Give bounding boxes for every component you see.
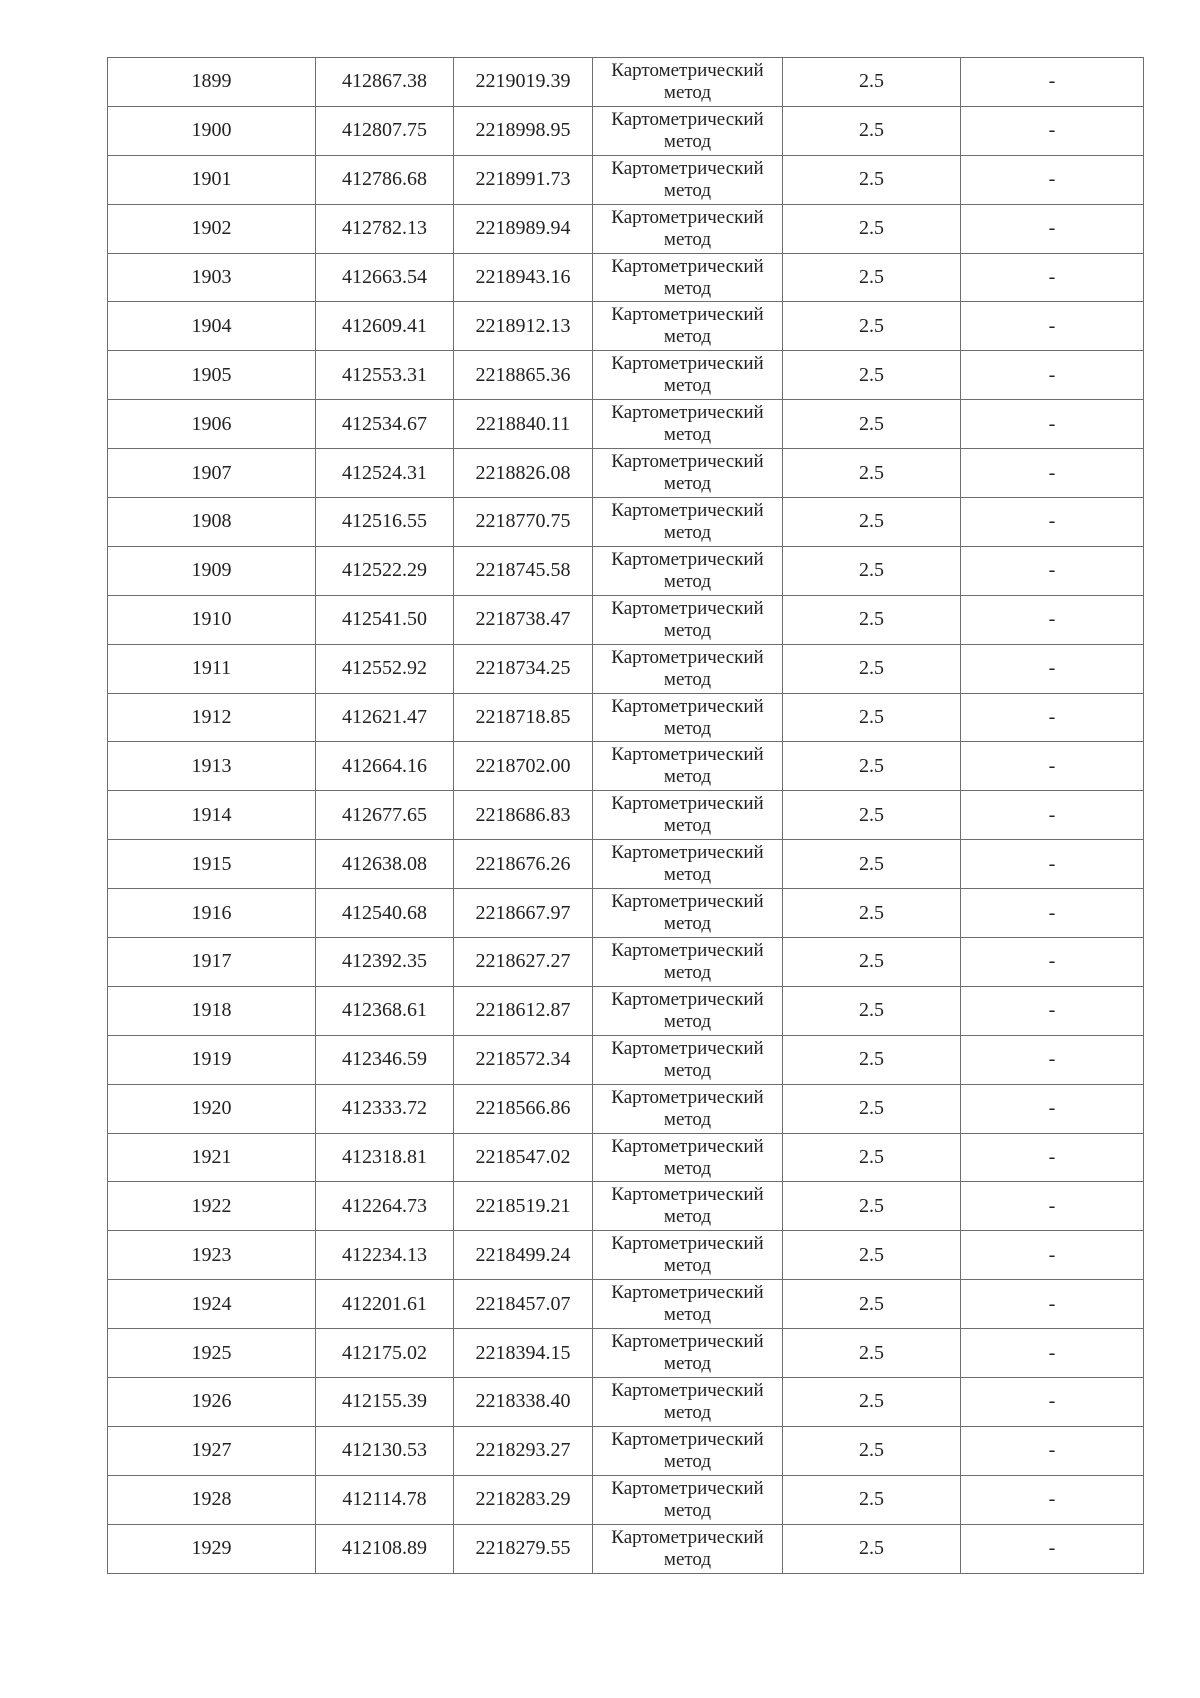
note-cell: - xyxy=(961,938,1144,987)
method-cell xyxy=(593,204,783,253)
accuracy-cell: 2.5 xyxy=(783,253,961,302)
point-number-cell: 1919 xyxy=(108,1035,316,1084)
y-coordinate-cell: 2218283.29 xyxy=(454,1475,593,1524)
y-coordinate-cell: 2218865.36 xyxy=(454,351,593,400)
note-cell: - xyxy=(961,155,1144,204)
method-cell xyxy=(593,644,783,693)
method-cell xyxy=(593,498,783,547)
accuracy-cell: 2.5 xyxy=(783,400,961,449)
x-coordinate-cell: 412392.35 xyxy=(316,938,454,987)
note-cell: - xyxy=(961,1133,1144,1182)
method-line-1: Картометрический xyxy=(611,1135,764,1157)
table-row xyxy=(108,106,1144,155)
method-cell xyxy=(593,1133,783,1182)
note-cell: - xyxy=(961,204,1144,253)
method-line-1: Картометрический xyxy=(611,1037,764,1059)
method-line-2: метод xyxy=(663,717,712,739)
accuracy-cell: 2.5 xyxy=(783,155,961,204)
method-line-1: Картометрический xyxy=(611,402,764,424)
x-coordinate-cell: 412516.55 xyxy=(316,498,454,547)
table-row xyxy=(108,155,1144,204)
method-line-1: Картометрический xyxy=(611,1331,764,1353)
table-row xyxy=(108,1329,1144,1378)
x-coordinate-cell: 412130.53 xyxy=(316,1426,454,1475)
y-coordinate-cell: 2218499.24 xyxy=(454,1231,593,1280)
method-line-1: Картометрический xyxy=(611,1282,764,1304)
point-number-cell: 1905 xyxy=(108,351,316,400)
x-coordinate-cell: 412553.31 xyxy=(316,351,454,400)
table-row xyxy=(108,204,1144,253)
point-number-cell: 1901 xyxy=(108,155,316,204)
method-line-2: метод xyxy=(663,1548,712,1570)
method-line-2: метод xyxy=(663,1157,712,1179)
x-coordinate-cell: 412867.38 xyxy=(316,58,454,107)
method-cell xyxy=(593,400,783,449)
point-number-cell: 1927 xyxy=(108,1426,316,1475)
y-coordinate-cell: 2218734.25 xyxy=(454,644,593,693)
table-row xyxy=(108,791,1144,840)
point-number-cell: 1929 xyxy=(108,1524,316,1573)
note-cell: - xyxy=(961,498,1144,547)
method-line-2: метод xyxy=(663,815,712,837)
x-coordinate-cell: 412663.54 xyxy=(316,253,454,302)
y-coordinate-cell: 2218686.83 xyxy=(454,791,593,840)
point-number-cell: 1902 xyxy=(108,204,316,253)
point-number-cell: 1917 xyxy=(108,938,316,987)
method-line-2: метод xyxy=(663,130,712,152)
x-coordinate-cell: 412540.68 xyxy=(316,889,454,938)
accuracy-cell: 2.5 xyxy=(783,58,961,107)
y-coordinate-cell: 2218547.02 xyxy=(454,1133,593,1182)
table-row xyxy=(108,644,1144,693)
method-line-2: метод xyxy=(663,1010,712,1032)
accuracy-cell: 2.5 xyxy=(783,595,961,644)
method-cell xyxy=(593,449,783,498)
note-cell: - xyxy=(961,1378,1144,1427)
y-coordinate-cell: 2218989.94 xyxy=(454,204,593,253)
accuracy-cell: 2.5 xyxy=(783,204,961,253)
accuracy-cell: 2.5 xyxy=(783,1329,961,1378)
table-row xyxy=(108,1524,1144,1573)
table-row xyxy=(108,1133,1144,1182)
accuracy-cell: 2.5 xyxy=(783,302,961,351)
point-number-cell: 1925 xyxy=(108,1329,316,1378)
table-row xyxy=(108,546,1144,595)
table-row xyxy=(108,1475,1144,1524)
method-cell xyxy=(593,1524,783,1573)
note-cell: - xyxy=(961,986,1144,1035)
accuracy-cell: 2.5 xyxy=(783,742,961,791)
method-line-1: Картометрический xyxy=(611,939,764,961)
method-cell xyxy=(593,1280,783,1329)
y-coordinate-cell: 2218293.27 xyxy=(454,1426,593,1475)
table-row xyxy=(108,1280,1144,1329)
note-cell: - xyxy=(961,302,1144,351)
note-cell: - xyxy=(961,449,1144,498)
method-line-2: метод xyxy=(663,424,712,446)
point-number-cell: 1921 xyxy=(108,1133,316,1182)
point-number-cell: 1910 xyxy=(108,595,316,644)
method-line-1: Картометрический xyxy=(611,1233,764,1255)
note-cell: - xyxy=(961,253,1144,302)
point-number-cell: 1904 xyxy=(108,302,316,351)
method-line-2: метод xyxy=(663,1353,712,1375)
method-cell xyxy=(593,58,783,107)
point-number-cell: 1922 xyxy=(108,1182,316,1231)
method-cell xyxy=(593,889,783,938)
method-line-1: Картометрический xyxy=(611,206,764,228)
y-coordinate-cell: 2218572.34 xyxy=(454,1035,593,1084)
point-number-cell: 1923 xyxy=(108,1231,316,1280)
method-cell xyxy=(593,840,783,889)
method-line-2: метод xyxy=(663,277,712,299)
y-coordinate-cell: 2218702.00 xyxy=(454,742,593,791)
method-cell xyxy=(593,1182,783,1231)
method-line-1: Картометрический xyxy=(611,1379,764,1401)
x-coordinate-cell: 412664.16 xyxy=(316,742,454,791)
note-cell: - xyxy=(961,1329,1144,1378)
table-row xyxy=(108,889,1144,938)
x-coordinate-cell: 412234.13 xyxy=(316,1231,454,1280)
table-row xyxy=(108,449,1144,498)
y-coordinate-cell: 2218612.87 xyxy=(454,986,593,1035)
method-line-2: метод xyxy=(663,228,712,250)
method-line-1: Картометрический xyxy=(611,1526,764,1548)
accuracy-cell: 2.5 xyxy=(783,546,961,595)
table-row xyxy=(108,1231,1144,1280)
y-coordinate-cell: 2218745.58 xyxy=(454,546,593,595)
method-line-1: Картометрический xyxy=(611,891,764,913)
method-line-2: метод xyxy=(663,81,712,103)
method-cell xyxy=(593,791,783,840)
point-number-cell: 1900 xyxy=(108,106,316,155)
note-cell: - xyxy=(961,1426,1144,1475)
point-number-cell: 1908 xyxy=(108,498,316,547)
note-cell: - xyxy=(961,840,1144,889)
point-number-cell: 1899 xyxy=(108,58,316,107)
y-coordinate-cell: 2218676.26 xyxy=(454,840,593,889)
table-row xyxy=(108,1378,1144,1427)
x-coordinate-cell: 412534.67 xyxy=(316,400,454,449)
accuracy-cell: 2.5 xyxy=(783,1475,961,1524)
x-coordinate-cell: 412333.72 xyxy=(316,1084,454,1133)
method-line-2: метод xyxy=(663,668,712,690)
method-cell xyxy=(593,595,783,644)
accuracy-cell: 2.5 xyxy=(783,1280,961,1329)
x-coordinate-cell: 412201.61 xyxy=(316,1280,454,1329)
x-coordinate-cell: 412368.61 xyxy=(316,986,454,1035)
accuracy-cell: 2.5 xyxy=(783,889,961,938)
point-number-cell: 1924 xyxy=(108,1280,316,1329)
method-line-2: метод xyxy=(663,961,712,983)
point-number-cell: 1920 xyxy=(108,1084,316,1133)
x-coordinate-cell: 412108.89 xyxy=(316,1524,454,1573)
method-line-1: Картометрический xyxy=(611,548,764,570)
y-coordinate-cell: 2218826.08 xyxy=(454,449,593,498)
method-cell xyxy=(593,351,783,400)
table-row xyxy=(108,742,1144,791)
y-coordinate-cell: 2218718.85 xyxy=(454,693,593,742)
method-line-2: метод xyxy=(663,913,712,935)
method-line-1: Картометрический xyxy=(611,793,764,815)
point-number-cell: 1913 xyxy=(108,742,316,791)
y-coordinate-cell: 2219019.39 xyxy=(454,58,593,107)
x-coordinate-cell: 412609.41 xyxy=(316,302,454,351)
note-cell: - xyxy=(961,1084,1144,1133)
table-row xyxy=(108,400,1144,449)
method-cell xyxy=(593,1084,783,1133)
y-coordinate-cell: 2218770.75 xyxy=(454,498,593,547)
note-cell: - xyxy=(961,546,1144,595)
method-line-1: Картометрический xyxy=(611,1086,764,1108)
method-cell xyxy=(593,155,783,204)
method-line-1: Картометрический xyxy=(611,646,764,668)
method-line-1: Картометрический xyxy=(611,695,764,717)
x-coordinate-cell: 412264.73 xyxy=(316,1182,454,1231)
note-cell: - xyxy=(961,106,1144,155)
x-coordinate-cell: 412318.81 xyxy=(316,1133,454,1182)
accuracy-cell: 2.5 xyxy=(783,840,961,889)
method-cell xyxy=(593,253,783,302)
method-line-2: метод xyxy=(663,521,712,543)
note-cell: - xyxy=(961,742,1144,791)
point-number-cell: 1918 xyxy=(108,986,316,1035)
method-line-1: Картометрический xyxy=(611,108,764,130)
accuracy-cell: 2.5 xyxy=(783,1084,961,1133)
table-row xyxy=(108,986,1144,1035)
table-row xyxy=(108,58,1144,107)
method-line-2: метод xyxy=(663,473,712,495)
accuracy-cell: 2.5 xyxy=(783,1133,961,1182)
method-line-1: Картометрический xyxy=(611,157,764,179)
table-row xyxy=(108,693,1144,742)
table-row xyxy=(108,1182,1144,1231)
y-coordinate-cell: 2218279.55 xyxy=(454,1524,593,1573)
method-line-2: метод xyxy=(663,619,712,641)
method-line-1: Картометрический xyxy=(611,353,764,375)
x-coordinate-cell: 412522.29 xyxy=(316,546,454,595)
method-line-2: метод xyxy=(663,1450,712,1472)
y-coordinate-cell: 2218394.15 xyxy=(454,1329,593,1378)
accuracy-cell: 2.5 xyxy=(783,1035,961,1084)
point-number-cell: 1912 xyxy=(108,693,316,742)
table-row xyxy=(108,1084,1144,1133)
point-number-cell: 1928 xyxy=(108,1475,316,1524)
method-cell xyxy=(593,938,783,987)
note-cell: - xyxy=(961,351,1144,400)
method-line-1: Картометрический xyxy=(611,1477,764,1499)
method-line-2: метод xyxy=(663,1304,712,1326)
note-cell: - xyxy=(961,693,1144,742)
method-line-2: метод xyxy=(663,179,712,201)
x-coordinate-cell: 412638.08 xyxy=(316,840,454,889)
accuracy-cell: 2.5 xyxy=(783,644,961,693)
method-line-2: метод xyxy=(663,1059,712,1081)
method-line-1: Картометрический xyxy=(611,1428,764,1450)
method-line-1: Картометрический xyxy=(611,451,764,473)
method-line-2: метод xyxy=(663,1255,712,1277)
method-line-2: метод xyxy=(663,1499,712,1521)
method-cell xyxy=(593,1035,783,1084)
method-line-2: метод xyxy=(663,766,712,788)
point-number-cell: 1915 xyxy=(108,840,316,889)
x-coordinate-cell: 412541.50 xyxy=(316,595,454,644)
table-row xyxy=(108,302,1144,351)
note-cell: - xyxy=(961,1475,1144,1524)
method-line-1: Картометрический xyxy=(611,744,764,766)
note-cell: - xyxy=(961,595,1144,644)
method-cell xyxy=(593,1426,783,1475)
x-coordinate-cell: 412807.75 xyxy=(316,106,454,155)
method-line-1: Картометрический xyxy=(611,597,764,619)
method-line-2: метод xyxy=(663,326,712,348)
table-body xyxy=(108,58,1144,1574)
y-coordinate-cell: 2218840.11 xyxy=(454,400,593,449)
table-row xyxy=(108,1035,1144,1084)
table-row xyxy=(108,938,1144,987)
accuracy-cell: 2.5 xyxy=(783,791,961,840)
table-row xyxy=(108,1426,1144,1475)
note-cell: - xyxy=(961,1182,1144,1231)
point-number-cell: 1907 xyxy=(108,449,316,498)
x-coordinate-cell: 412346.59 xyxy=(316,1035,454,1084)
accuracy-cell: 2.5 xyxy=(783,1182,961,1231)
point-number-cell: 1911 xyxy=(108,644,316,693)
method-line-2: метод xyxy=(663,1108,712,1130)
y-coordinate-cell: 2218943.16 xyxy=(454,253,593,302)
method-line-2: метод xyxy=(663,570,712,592)
accuracy-cell: 2.5 xyxy=(783,498,961,547)
table-row xyxy=(108,840,1144,889)
y-coordinate-cell: 2218566.86 xyxy=(454,1084,593,1133)
point-number-cell: 1903 xyxy=(108,253,316,302)
method-line-1: Картометрический xyxy=(611,59,764,81)
y-coordinate-cell: 2218667.97 xyxy=(454,889,593,938)
accuracy-cell: 2.5 xyxy=(783,1426,961,1475)
accuracy-cell: 2.5 xyxy=(783,449,961,498)
method-cell xyxy=(593,1329,783,1378)
method-cell xyxy=(593,106,783,155)
x-coordinate-cell: 412786.68 xyxy=(316,155,454,204)
note-cell: - xyxy=(961,400,1144,449)
method-line-1: Картометрический xyxy=(611,1184,764,1206)
x-coordinate-cell: 412677.65 xyxy=(316,791,454,840)
method-cell xyxy=(593,302,783,351)
point-number-cell: 1906 xyxy=(108,400,316,449)
method-cell xyxy=(593,546,783,595)
x-coordinate-cell: 412114.78 xyxy=(316,1475,454,1524)
method-line-2: метод xyxy=(663,1401,712,1423)
y-coordinate-cell: 2218338.40 xyxy=(454,1378,593,1427)
accuracy-cell: 2.5 xyxy=(783,693,961,742)
accuracy-cell: 2.5 xyxy=(783,938,961,987)
accuracy-cell: 2.5 xyxy=(783,351,961,400)
x-coordinate-cell: 412155.39 xyxy=(316,1378,454,1427)
method-cell xyxy=(593,1231,783,1280)
note-cell: - xyxy=(961,1280,1144,1329)
method-line-1: Картометрический xyxy=(611,842,764,864)
method-line-1: Картометрический xyxy=(611,304,764,326)
y-coordinate-cell: 2218912.13 xyxy=(454,302,593,351)
note-cell: - xyxy=(961,1035,1144,1084)
note-cell: - xyxy=(961,644,1144,693)
point-number-cell: 1914 xyxy=(108,791,316,840)
table-row xyxy=(108,498,1144,547)
method-cell xyxy=(593,986,783,1035)
point-number-cell: 1916 xyxy=(108,889,316,938)
note-cell: - xyxy=(961,1231,1144,1280)
x-coordinate-cell: 412621.47 xyxy=(316,693,454,742)
table-row xyxy=(108,253,1144,302)
x-coordinate-cell: 412175.02 xyxy=(316,1329,454,1378)
method-line-1: Картометрический xyxy=(611,255,764,277)
accuracy-cell: 2.5 xyxy=(783,106,961,155)
point-number-cell: 1909 xyxy=(108,546,316,595)
y-coordinate-cell: 2218738.47 xyxy=(454,595,593,644)
point-number-cell: 1926 xyxy=(108,1378,316,1427)
note-cell: - xyxy=(961,58,1144,107)
x-coordinate-cell: 412782.13 xyxy=(316,204,454,253)
y-coordinate-cell: 2218991.73 xyxy=(454,155,593,204)
note-cell: - xyxy=(961,791,1144,840)
accuracy-cell: 2.5 xyxy=(783,1378,961,1427)
accuracy-cell: 2.5 xyxy=(783,1231,961,1280)
method-line-2: метод xyxy=(663,864,712,886)
method-line-1: Картометрический xyxy=(611,988,764,1010)
method-cell xyxy=(593,1475,783,1524)
method-line-1: Картометрический xyxy=(611,499,764,521)
accuracy-cell: 2.5 xyxy=(783,986,961,1035)
table-row xyxy=(108,351,1144,400)
x-coordinate-cell: 412524.31 xyxy=(316,449,454,498)
y-coordinate-cell: 2218627.27 xyxy=(454,938,593,987)
y-coordinate-cell: 2218519.21 xyxy=(454,1182,593,1231)
method-line-2: метод xyxy=(663,1206,712,1228)
method-cell xyxy=(593,693,783,742)
method-line-2: метод xyxy=(663,375,712,397)
method-cell xyxy=(593,1378,783,1427)
coordinates-table xyxy=(107,57,1144,1574)
table-row xyxy=(108,595,1144,644)
note-cell: - xyxy=(961,889,1144,938)
note-cell: - xyxy=(961,1524,1144,1573)
x-coordinate-cell: 412552.92 xyxy=(316,644,454,693)
method-cell xyxy=(593,742,783,791)
y-coordinate-cell: 2218998.95 xyxy=(454,106,593,155)
accuracy-cell: 2.5 xyxy=(783,1524,961,1573)
y-coordinate-cell: 2218457.07 xyxy=(454,1280,593,1329)
